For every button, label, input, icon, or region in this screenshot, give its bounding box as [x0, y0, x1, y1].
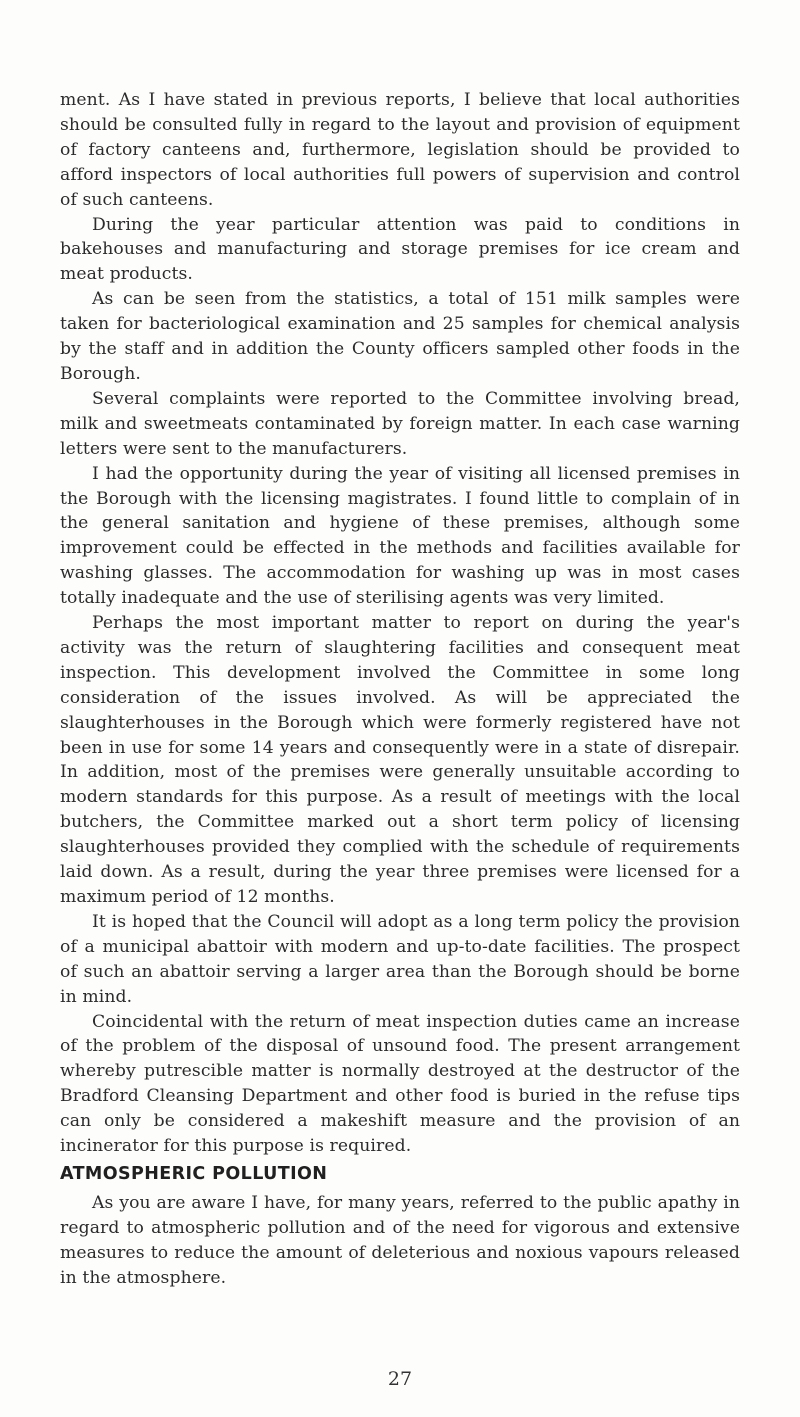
body-text: [60, 88, 740, 1291]
paragraph-complaints: Several complaints were reported to the Committee involving bread, milk and sweetmeats contaminated by foreign matter. In each case warning letters were sent to the manufacturers.: [60, 388, 740, 459]
paragraph-slaughtering: Perhaps the most important matter to report on during the year's activity was the return of slaughtering facilities and consequent meat inspection. This development involved the Committee in some long consideration of the issues involved. As will be appreciated the slaughterhouses in the Borough which were formerly registered have not been in use for some 14 years and consequently were in a state of disrepair. In addition, most of the premises were generally unsuitable according to modern standards for this purpose. As a result of meetings with the local butchers, the Committee marked out a short term policy of licensing slaughterhouses provided they complied with the schedule of requirements laid down. As a result, during the year three premises were licensed for a maximum period of 12 months.: [60, 613, 740, 907]
paragraph-continuation: ment. As I have stated in previous reports, I believe that local authorities should be consulted fully in regard to the layout and provision of equipment of factory canteens and, furthermore, legislation should be provided to afford inspectors of local authorities full powers of supervision and control of such canteens.: [60, 90, 740, 210]
paragraph-licensed-premises: I had the opportunity during the year of visiting all licensed premises in the Borough with the licensing magistrates. I found little to complain of in the general sanitation and hygiene of these premises, although some improvement could be effected in the methods and facilities available for washing glasses. The accommodation for washing up was in most cases totally inadequate and the use of sterilising agents was very limited.: [60, 463, 740, 609]
page-number: 27: [387, 1368, 413, 1390]
section-heading: ATMOSPHERIC POLLUTION: [60, 1163, 328, 1184]
paragraph-bakehouses: During the year particular attention was paid to conditions in bakehouses and manufacturing and storage premises for ice cream and meat products.: [60, 214, 740, 285]
paragraph-atmospheric-pollution: As you are aware I have, for many years, referred to the public apathy in regard to atmospheric pollution and of the need for vigorous and extensive measures to reduce the amount of deleterious and noxious vapours released in the atmosphere.: [60, 1192, 740, 1288]
paragraph-unsound-food: Coincidental with the return of meat inspection duties came an increase of the problem of the disposal of unsound food. The present arrangement whereby putrescible matter is normally destroyed at the destructor of the Bradford Cleansing Department and other food is buried in the refuse tips can only be considered a makeshift measure and the provision of an incinerator for this purpose is required.: [60, 1011, 740, 1157]
paragraph-milk-samples: As can be seen from the statistics, a total of 151 milk samples were taken for bacteriological examination and 25 samples for chemical analysis by the staff and in addition the County officers sampled other foods in the Borough.: [60, 289, 740, 384]
paragraph-abattoir: It is hoped that the Council will adopt as a long term policy the provision of a municipal abattoir with modern and up-to-date facilities. The prospect of such an abattoir serving a larger area than the Borough should be borne in mind.: [60, 911, 740, 1007]
